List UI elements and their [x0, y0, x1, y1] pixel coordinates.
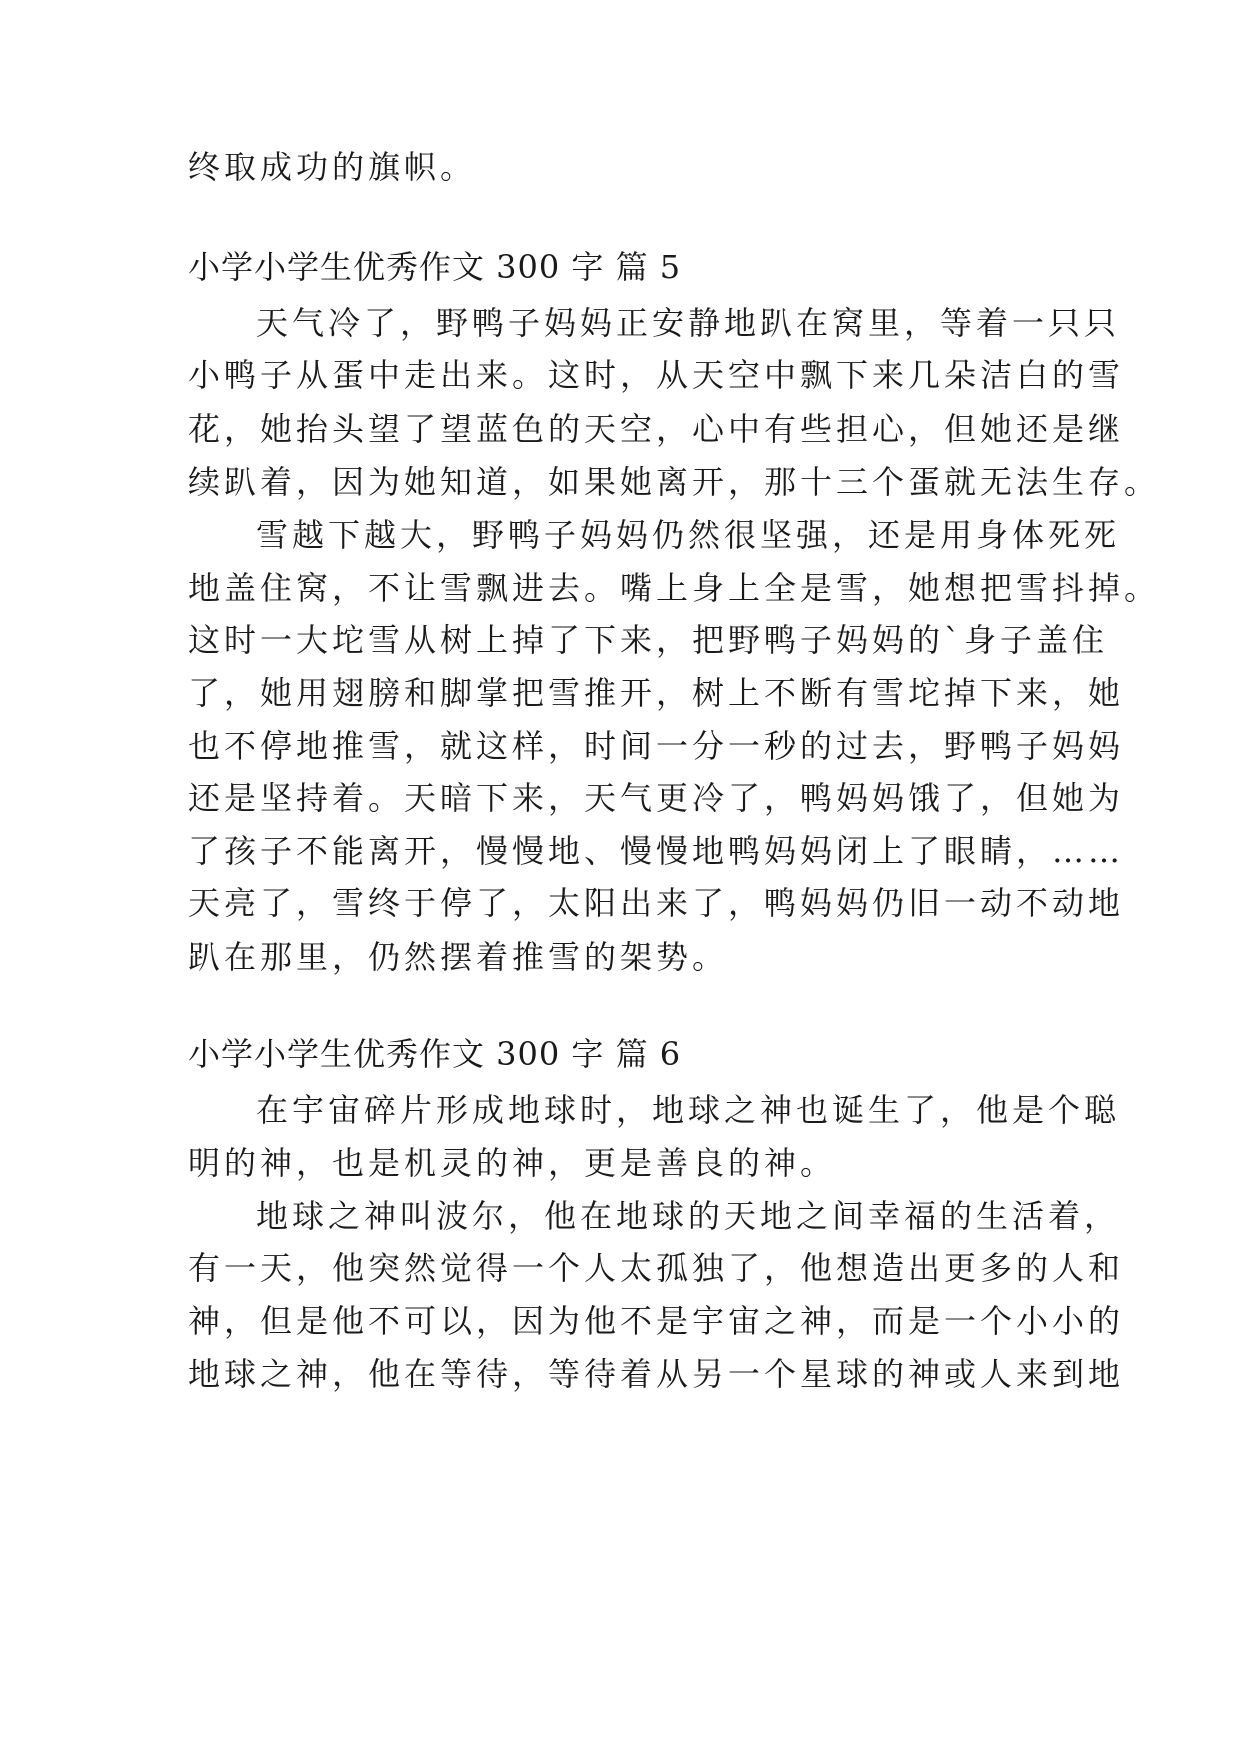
paragraph-line: 地球之神，他在等待，等待着从另一个星球的神或人来到地 — [188, 1355, 1125, 1393]
paragraph-line: 趴在那里，仍然摆着推雪的架势。 — [188, 938, 729, 976]
paragraph-line: 雪越下越大，野鸭子妈妈仍然很坚强，还是用身体死死 — [256, 516, 1121, 554]
paragraph-line: 天亮了，雪终于停了，太阳出来了，鸭妈妈仍旧一动不动地 — [188, 884, 1125, 922]
paragraph-line: 了孩子不能离开，慢慢地、慢慢地鸭妈妈闭上了眼睛，…… — [188, 832, 1125, 870]
paragraph-line: 地盖住窝，不让雪飘进去。嘴上身上全是雪，她想把雪抖掉。 — [188, 569, 1161, 607]
paragraph-line: 终取成功的旗帜。 — [188, 148, 477, 186]
paragraph-line: 在宇宙碎片形成地球时，地球之神也诞生了，他是个聪 — [256, 1091, 1121, 1129]
paragraph-line: 神，但是他不可以，因为他不是宇宙之神，而是一个小小的 — [188, 1302, 1125, 1340]
paragraph-line: 地球之神叫波尔，他在地球的天地之间幸福的生活着， — [256, 1197, 1121, 1235]
paragraph-line: 了，她用翅膀和脚掌把雪推开，树上不断有雪坨掉下来，她 — [188, 674, 1125, 712]
section-heading-5: 小学小学生优秀作文 300 字 篇 5 — [188, 248, 682, 286]
paragraph-line: 还是坚持着。天暗下来，天气更冷了，鸭妈妈饿了，但她为 — [188, 779, 1125, 817]
paragraph-line: 续趴着，因为她知道，如果她离开，那十三个蛋就无法生存。 — [188, 463, 1161, 501]
paragraph-line: 有一天，他突然觉得一个人太孤独了，他想造出更多的人和 — [188, 1249, 1125, 1287]
document-page — [188, 0, 1161, 1754]
paragraph-line: 这时一大坨雪从树上掉了下来，把野鸭子妈妈的`身子盖住 — [188, 621, 1109, 659]
paragraph-line: 明的神，也是机灵的神，更是善良的神。 — [188, 1144, 837, 1182]
paragraph-line: 也不停地推雪，就这样，时间一分一秒的过去，野鸭子妈妈 — [188, 727, 1125, 765]
paragraph-line: 天气冷了，野鸭子妈妈正安静地趴在窝里，等着一只只 — [256, 304, 1121, 342]
paragraph-line: 小鸭子从蛋中走出来。这时，从天空中飘下来几朵洁白的雪 — [188, 356, 1125, 394]
paragraph-line: 花，她抬头望了望蓝色的天空，心中有些担心，但她还是继 — [188, 410, 1125, 448]
section-heading-6: 小学小学生优秀作文 300 字 篇 6 — [188, 1035, 682, 1073]
